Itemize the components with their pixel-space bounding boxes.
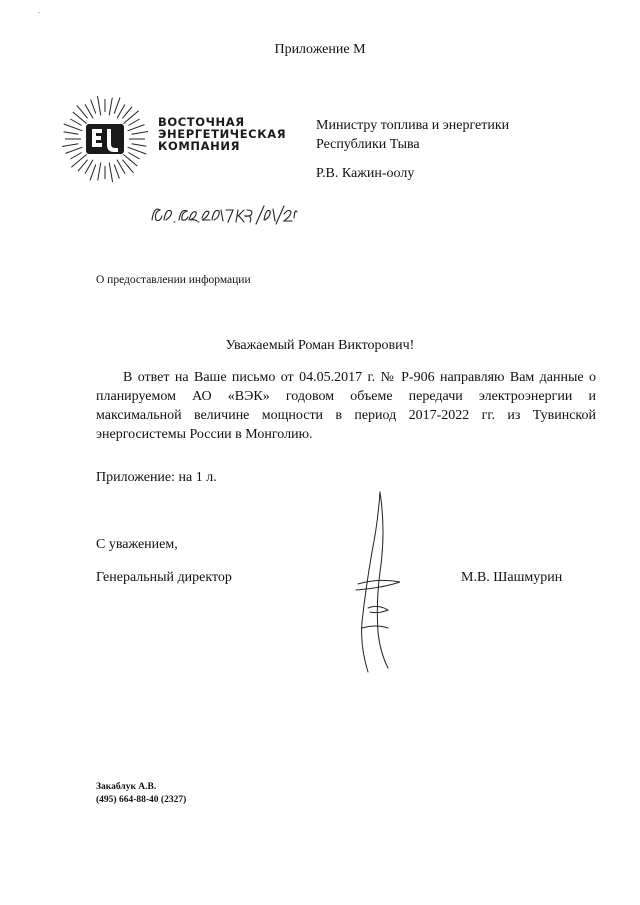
company-name-line-3: КОМПАНИЯ bbox=[158, 139, 241, 153]
logo-ray bbox=[128, 153, 139, 160]
logo-ray bbox=[66, 147, 83, 153]
executor-name: Закаблук А.В. bbox=[96, 782, 157, 792]
logo-ray bbox=[71, 154, 86, 167]
logo-ray bbox=[114, 164, 119, 178]
signer-name: М.В. Шашмурин bbox=[461, 570, 563, 585]
recipient-block bbox=[316, 116, 509, 154]
recipient-name: Р.В. Кажин-оолу bbox=[316, 166, 415, 181]
appendix-title: Приложение М bbox=[274, 42, 366, 57]
closing-phrase: С уважением, bbox=[96, 537, 178, 552]
logo-ray bbox=[70, 153, 81, 160]
attachment-note: Приложение: на 1 л. bbox=[96, 470, 217, 485]
logo-ray bbox=[97, 96, 100, 115]
logo-ray bbox=[78, 160, 88, 172]
logo-ray bbox=[64, 124, 83, 131]
letter-subject: О предоставлении информации bbox=[96, 274, 251, 286]
salutation: Уважаемый Роман Викторович! bbox=[225, 338, 415, 353]
logo-ray bbox=[128, 147, 147, 154]
recipient-position: Министру топлива и энергетики bbox=[316, 118, 510, 133]
company-name-line-1: ВОСТОЧНАЯ bbox=[158, 115, 245, 129]
handwritten-signature bbox=[340, 488, 420, 688]
company-name-line-2: ЭНЕРГЕТИЧЕСКАЯ bbox=[158, 127, 287, 141]
logo-ray bbox=[123, 111, 138, 124]
logo-ray bbox=[109, 163, 112, 182]
logo-ray bbox=[122, 107, 132, 119]
logo-ray bbox=[128, 125, 145, 131]
logo-ray bbox=[62, 144, 78, 147]
logo-ray bbox=[132, 131, 148, 134]
logo-ray bbox=[91, 100, 96, 114]
logo-ray bbox=[90, 164, 96, 180]
executor-phone: (495) 664-88-40 (2327) bbox=[96, 795, 187, 805]
logo-ray bbox=[70, 119, 81, 126]
letter-body: В ответ на Ваше письмо от 04.05.2017 г. № Р-906 направляю Вам данные о планируемом АО «ВЭК» годовом объеме передачи электроэнергии и максимальной величине мощности в период 2017-2022 гг. из Тувинской энергосистемы России в Монголию. bbox=[96, 370, 596, 442]
vek-sun-logo-icon bbox=[62, 96, 148, 182]
logo-ray bbox=[132, 144, 147, 147]
signer-position: Генеральный директор bbox=[96, 570, 232, 585]
handwritten-outgoing-number bbox=[148, 196, 298, 230]
logo-ray bbox=[128, 119, 139, 126]
logo-ray bbox=[64, 132, 79, 135]
logo-ray bbox=[109, 98, 112, 116]
executor-footer bbox=[96, 781, 186, 807]
scan-mark: - bbox=[38, 8, 41, 17]
logo-ray bbox=[98, 163, 101, 181]
recipient-region: Республики Тыва bbox=[316, 137, 420, 152]
company-name-logo bbox=[158, 116, 286, 152]
logo-ray bbox=[114, 98, 120, 114]
